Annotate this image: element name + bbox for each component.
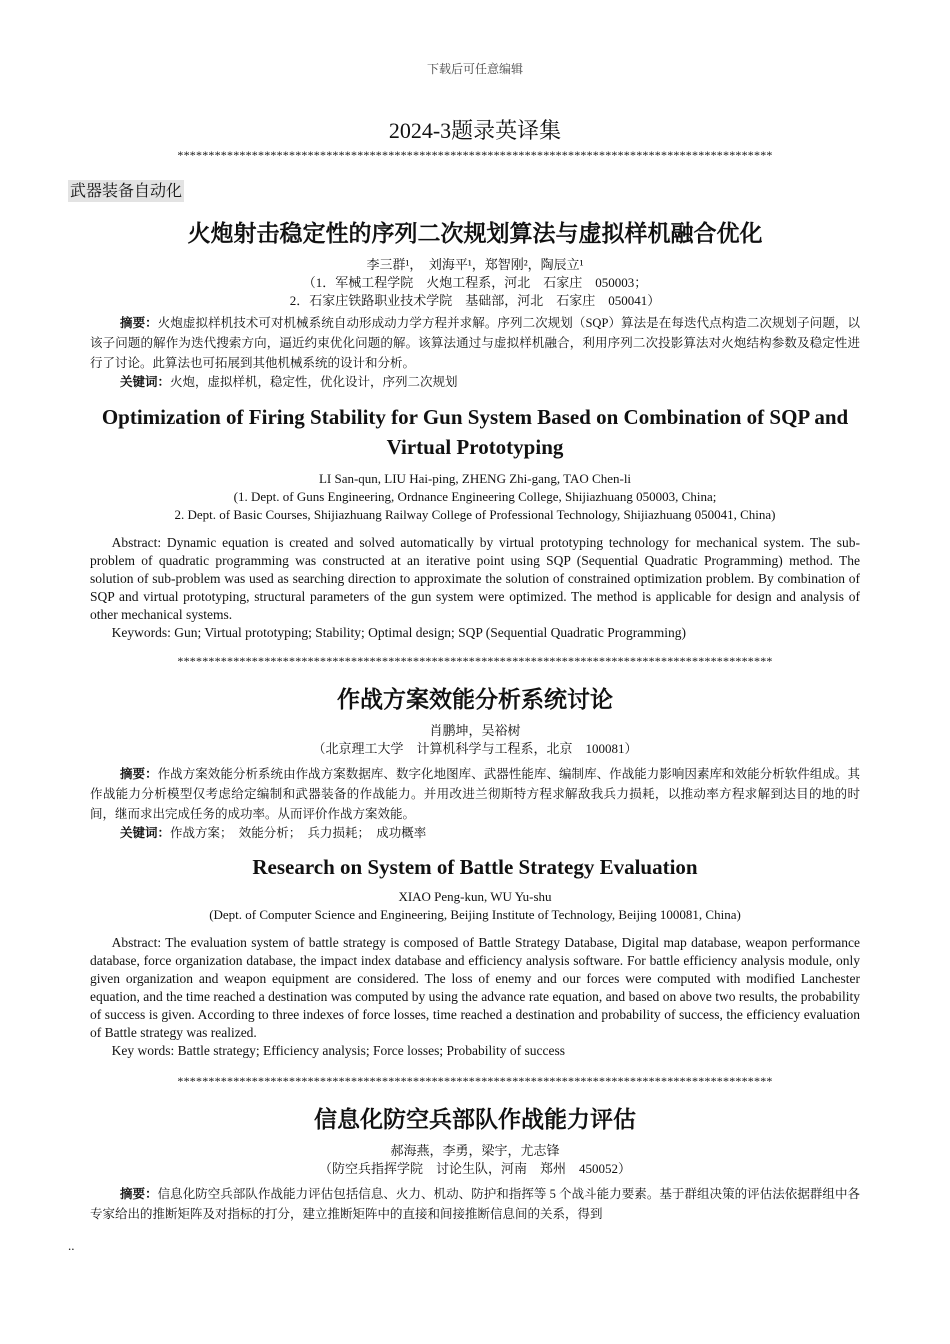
keywords-en: Keywords: Gun; Virtual prototyping; Stability; Optimal design; SQP (Sequential Quadratic Programming) — [111, 625, 686, 640]
abstract-label: 摘要： — [120, 315, 158, 330]
keywords-text: 火炮，虚拟样机，稳定性，优化设计，序列二次规划 — [170, 375, 458, 389]
keywords-cn — [90, 373, 860, 391]
author-line: 肖鹏坤，吴裕树 — [429, 723, 521, 738]
keywords-text: 作战方案； 效能分析； 兵力损耗； 成功概率 — [170, 826, 427, 840]
section-label: 武器装备自动化 — [70, 181, 183, 200]
article-3-cn — [90, 1102, 860, 1224]
article-2-cn — [90, 682, 860, 842]
abstract-cn — [90, 764, 860, 824]
abstract-text: 作战方案效能分析系统由作战方案数据库、数字化地图库、武器性能库、编制库、作战能力影响因素库和效能分析软件组成。其作战能力分析模型仅考虑给定编制和武器装备的作战能力。并用改进兰彻斯特方程求解敌我兵力损耗，以推动率方程求解到达目的地的时间，继而求出完成任务的成功率。从而评价作战方案效能。 — [90, 767, 860, 821]
footer-dots: .. — [68, 1238, 75, 1253]
article-2-en — [90, 852, 860, 1060]
separator: ************************************************************************************************ — [177, 1074, 773, 1088]
author-line: LI San-qun, LIU Hai-ping, ZHENG Zhi-gang, TAO Chen-li — [318, 471, 632, 486]
page-title: 2024-3题录英译集 — [388, 118, 562, 143]
affiliation-line: (Dept. of Computer Science and Engineering, Beijing Institute of Technology, Beijing 100081, China) — [209, 907, 741, 922]
separator: ************************************************************************************************ — [177, 654, 773, 668]
keywords-cn — [90, 824, 860, 842]
keywords-label: 关键词： — [120, 825, 171, 840]
article-1-cn — [90, 216, 860, 391]
article-title-en: Optimization of Firing Stability for Gun System Based on Combination of SQP and Virtual Prototyping — [101, 405, 849, 459]
article-1-en — [90, 402, 860, 642]
article-title-cn: 信息化防空兵部队作战能力评估 — [314, 1107, 636, 1133]
keywords-label: 关键词： — [120, 374, 171, 389]
abstract-label: 摘要： — [120, 766, 158, 781]
affiliation-line: （防空兵指挥学院 讨论生队，河南 郑州 450052） — [318, 1161, 631, 1176]
author-line: 郝海燕，李勇，梁宇，尤志锋 — [390, 1143, 560, 1158]
affiliation-line: 2. Dept. of Basic Courses, Shijiazhuang Railway College of Professional Technology, Shijiazhuang 050041, China) — [174, 507, 776, 522]
affiliation-line: (1. Dept. of Guns Engineering, Ordnance Engineering College, Shijiazhuang 050003, China; — [233, 489, 717, 504]
abstract-text: 信息化防空兵部队作战能力评估包括信息、火力、机动、防护和指挥等 5 个战斗能力要素。基于群组决策的评估法依据群组中各专家给出的推断矩阵及对指标的打分，建立推断矩阵中的直接和间接推断信息间的关系，得到 — [90, 1187, 860, 1221]
separator: ************************************************************************************************ — [177, 148, 773, 162]
keywords-en: Key words: Battle strategy; Efficiency analysis; Force losses; Probability of success — [111, 1043, 565, 1058]
author-line: XIAO Peng-kun, WU Yu-shu — [398, 889, 552, 904]
header-note: 下载后可任意编辑 — [426, 62, 523, 76]
affiliation-line: （1．军械工程学院 火炮工程系，河北 石家庄 050003； — [302, 275, 648, 290]
abstract-cn — [90, 313, 860, 373]
author-line: 李三群¹， 刘海平¹，郑智刚²，陶辰立¹ — [366, 257, 584, 272]
abstract-text: 火炮虚拟样机技术可对机械系统自动形成动力学方程并求解。序列二次规划（SQP）算法是在每迭代点构造二次规划子问题，以该子问题的解作为迭代搜索方向，逼近约束优化问题的解。该算法通过与虚拟样机融合，利用序列二次投影算法对火炮结构参数及稳定性进行了讨论。此算法也可拓展到其他机械系统的设计和分析。 — [90, 316, 860, 370]
abstract-en: Abstract: The evaluation system of battle strategy is composed of Battle Strategy Database, Digital map database, weapon performance database, force organization database, the impact index database and efficiency analysis software. For battle efficiency analysis module, only given organization and weapon equipment are considered. The loss of enemy and our forces were computed with modified Lanchester equation, and the time reached a destination was computed by using the advance rate equation, and based on above two results, the probability of success is given. According to three indexes of force losses, time reached a destination and probability of success, the efficiency evaluation of Battle strategy was realized. — [90, 935, 860, 1040]
article-title-cn: 火炮射击稳定性的序列二次规划算法与虚拟样机融合优化 — [187, 221, 763, 247]
affiliation-line: 2．石家庄铁路职业技术学院 基础部，河北 石家庄 050041） — [289, 293, 661, 308]
abstract-cn — [90, 1184, 860, 1224]
affiliation-line: （北京理工大学 计算机科学与工程系，北京 100081） — [312, 741, 638, 756]
abstract-en: Abstract: Dynamic equation is created and solved automatically by virtual prototyping technology for mechanical system. The sub-problem of quadratic programming was constructed at an iterative point using SQP (Sequential Quadratic Programming) method. The solution of sub-problem was used as searching direction to approximate the solution of constrained optimization problem. By combination of SQP and virtual prototyping, structural parameters of the gun system were optimized. The method is applicable for design and analysis of other mechanical systems. — [90, 535, 860, 622]
article-title-en: Research on System of Battle Strategy Evaluation — [252, 855, 698, 879]
article-title-cn: 作战方案效能分析系统讨论 — [337, 687, 613, 713]
abstract-label: 摘要： — [120, 1186, 158, 1201]
